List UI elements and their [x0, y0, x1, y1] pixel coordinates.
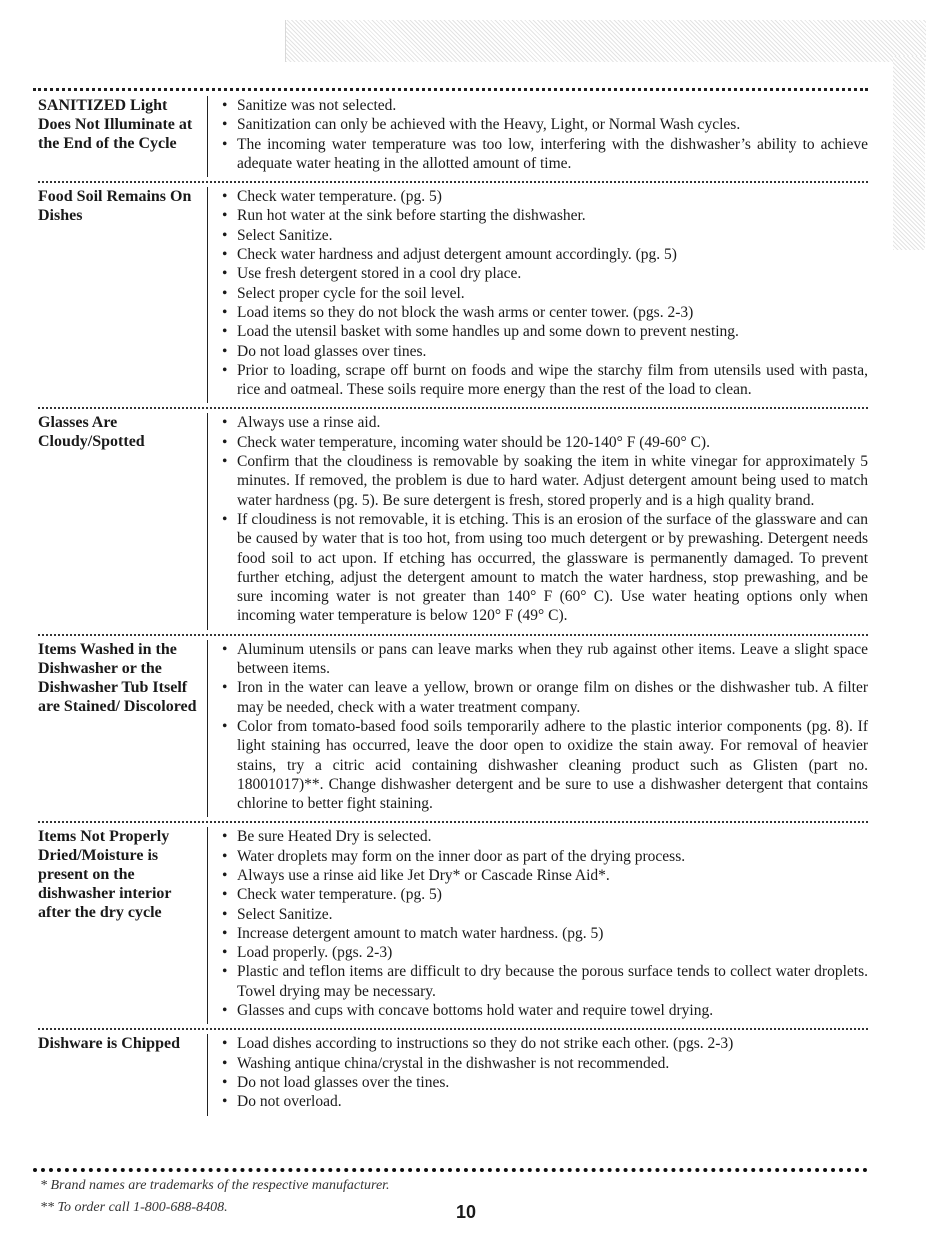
table-row — [38, 96, 868, 177]
solution-item: • Aluminum utensils or pans can leave marks when they rub against other items. Leave a slight space between items. — [222, 640, 868, 679]
problem-heading: Items Not Properly Dried/Moisture is present on the dishwasher interior after the dry cycle — [38, 828, 172, 922]
solution-item: • Do not load glasses over tines. — [222, 342, 868, 361]
solution-list — [207, 827, 868, 1024]
section-tab — [893, 56, 925, 250]
solution-item: • Check water temperature. (pg. 5) — [222, 885, 868, 904]
solution-item: • Be sure Heated Dry is selected. — [222, 827, 868, 846]
problem-heading: Food Soil Remains On Dishes — [38, 188, 192, 225]
bottom-dotted-rule — [33, 1168, 868, 1172]
solution-item: • Load the utensil basket with some handles up and some down to prevent nesting. — [222, 322, 868, 341]
solution-item: • Load dishes according to instructions so they do not strike each other. (pgs. 2-3) — [222, 1034, 868, 1053]
table-row — [38, 634, 868, 818]
order-footnote: ** To order call 1-800-688-8408. — [40, 1200, 228, 1215]
table-row — [38, 407, 868, 629]
solution-item: • Plastic and teflon items are difficult to dry because the porous surface tends to collect water droplets. Towel drying may be necessary. — [222, 962, 868, 1001]
troubleshooting-table — [38, 96, 868, 1116]
solution-item: • Select Sanitize. — [222, 905, 868, 924]
solution-item: • Load properly. (pgs. 2-3) — [222, 943, 868, 962]
solution-item: • Iron in the water can leave a yellow, brown or orange film on dishes or the dishwasher tub. A filter may be needed, check with a water treatment company. — [222, 678, 868, 717]
top-dotted-rule — [33, 88, 868, 91]
solution-item: • If cloudiness is not removable, it is etching. This is an erosion of the surface of the glassware and can be caused by water that is too hot, from using too much detergent or by prewashing. Detergent needs food soil to act upon. If etching has occurred, the glassware is permanently damaged. To prevent further etching, adjust the detergent amount to match the water hardness, stop prewashing, and be sure incoming water is not greater than 140° F (60° C). Use water heating options only when incoming water temperature is below 120° F (49° C). — [222, 510, 868, 626]
header-band — [285, 20, 926, 62]
solution-item: • Check water hardness and adjust detergent amount accordingly. (pg. 5) — [222, 245, 868, 264]
solution-item: • Washing antique china/crystal in the dishwasher is not recommended. — [222, 1054, 868, 1073]
solution-item: • Do not overload. — [222, 1092, 868, 1111]
solution-item: • Sanitization can only be achieved with the Heavy, Light, or Normal Wash cycles. — [222, 115, 868, 134]
table-row — [38, 821, 868, 1024]
solution-item: • Prior to loading, scrape off burnt on foods and wipe the starchy film from utensils used with pasta, rice and oatmeal. These soils require more energy than the rest of the load to clean. — [222, 361, 868, 400]
solution-item: • Load items so they do not block the wash arms or center tower. (pgs. 2-3) — [222, 303, 868, 322]
solution-item: • Sanitize was not selected. — [222, 96, 868, 115]
problem-heading: Dishware is Chipped — [38, 1035, 180, 1053]
solution-list — [207, 413, 868, 629]
problem-heading: Items Washed in the Dishwasher or the Dishwasher Tub Itself are Stained/ Discolored — [38, 640, 197, 715]
solution-list — [207, 187, 868, 403]
solution-item: • Color from tomato-based food soils temporarily adhere to the plastic interior components (pg. 8). If light staining has occurred, leave the door open to oxidize the stain away. For removal of heavier stains, try a citric acid containing dishwasher cleaning product such as Glisten (part no. 18001017)**. Change dishwasher detergent and be sure to use a dishwasher detergent that contains chlorine to better fight staining. — [222, 717, 868, 813]
table-row — [38, 181, 868, 403]
solution-item: • Confirm that the cloudiness is removable by soaking the item in white vinegar for approximately 5 minutes. If removed, the problem is due to hard water. Adjust detergent amount being used to match water hardness (pg. 5). Be sure detergent is fresh, stored properly and is a high quality brand. — [222, 452, 868, 510]
problem-heading: Glasses Are Cloudy/Spotted — [38, 414, 145, 451]
solution-item: • Increase detergent amount to match water hardness. (pg. 5) — [222, 924, 868, 943]
solution-list — [207, 640, 868, 818]
solution-item: • Check water temperature. (pg. 5) — [222, 187, 868, 206]
solution-item: • Run hot water at the sink before starting the dishwasher. — [222, 206, 868, 225]
solution-list — [207, 1034, 868, 1115]
table-row — [38, 1028, 868, 1115]
solution-item: • Always use a rinse aid like Jet Dry* or Cascade Rinse Aid*. — [222, 866, 868, 885]
solution-item: • Select proper cycle for the soil level. — [222, 284, 868, 303]
solution-item: • Check water temperature, incoming water should be 120-140° F (49-60° C). — [222, 433, 868, 452]
problem-heading: SANITIZED Light Does Not Illuminate at the End of the Cycle — [38, 97, 193, 152]
trademark-footnote: * Brand names are trademarks of the respective manufacturer. — [40, 1178, 390, 1193]
solution-item: • Use fresh detergent stored in a cool dry place. — [222, 264, 868, 283]
page-number: 10 — [456, 1202, 477, 1222]
solution-item: • Do not load glasses over the tines. — [222, 1073, 868, 1092]
solution-item: • Glasses and cups with concave bottoms hold water and require towel drying. — [222, 1001, 868, 1020]
solution-item: • Select Sanitize. — [222, 226, 868, 245]
solution-item: • Always use a rinse aid. — [222, 413, 868, 432]
solution-item: • Water droplets may form on the inner door as part of the drying process. — [222, 847, 868, 866]
solution-item: • The incoming water temperature was too low, interfering with the dishwasher’s ability to achieve adequate water heating in the allotted amount of time. — [222, 135, 868, 174]
solution-list — [207, 96, 868, 177]
